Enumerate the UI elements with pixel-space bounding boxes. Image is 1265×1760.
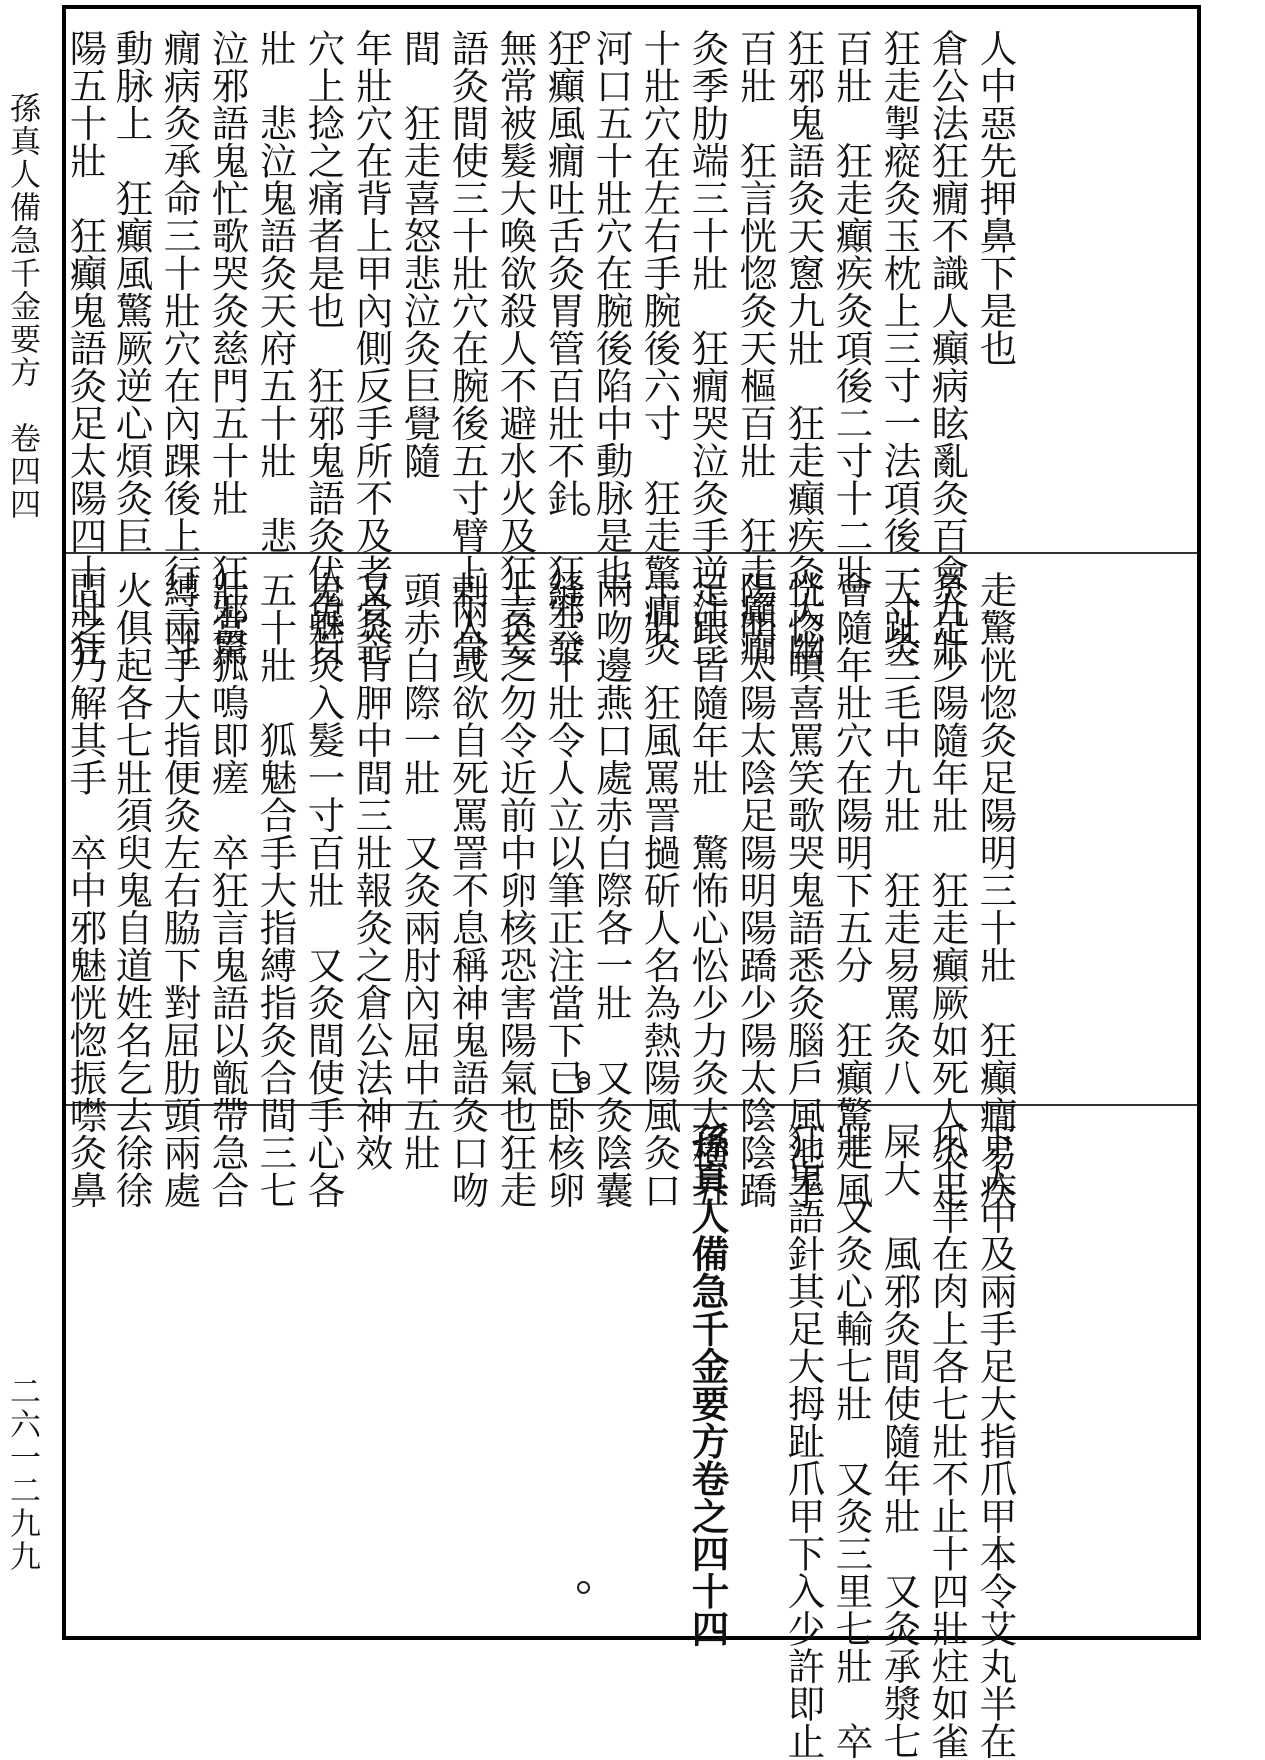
text-column: 縛兩手大指便灸左右脇下對屈肋頭兩處 [157,571,202,1209]
text-column: 狂邪鬼語灸天窻九壯 狂走癲疾灸大幽 [781,29,826,667]
text-column: 爪上半在肉上各七壯不止十四壯炷如雀 [925,1122,970,1760]
text-column: 又灸背胛中間三壯報灸之倉公法神效 [349,571,394,1171]
text-column: 兩吻邊燕口處赤白際各一壯 又灸陰囊 [589,571,634,1209]
circle-mark [577,31,590,44]
text-column: 壯當狐鳴即瘥 卒狂言鬼語以甑帶急合 [205,571,250,1209]
text-column: 人中惡先押鼻下是也 [973,29,1018,367]
text-column: 剌人或欲自死罵詈不息稱神鬼語灸口吻 [445,571,490,1209]
text-column: 足跟皆隨年壯 驚怖心忪少力灸大橫五 [685,571,730,1209]
text-column: 百壯 狂走癲疾灸項後二寸十二壯 [829,29,874,592]
text-column: 走驚恍惚灸足陽明三十壯 狂癲癇易疾 [973,571,1018,1209]
text-column: 穴上捻之痛者是也 狂邪鬼語灸伏兔百 [301,29,346,667]
text-column: 灸季肋端三十壯 狂癇哭泣灸手逆注三 [685,29,730,667]
margin-book-title: 孫真人備急千金要方 卷四四 [4,92,40,521]
text-column: 狂癲風癇吐舌灸胃管百壯不針 狂邪發 [541,29,586,667]
text-column: 癇病灸承命三十壯穴在內踝後上行三寸 [157,29,202,667]
text-column: 河口五十壯穴在腕後陷中動脉是也 [589,29,634,592]
text-column: 狂走掣瘲灸玉枕上三寸一法項後一寸灸 [877,29,922,667]
text-column: 問之乃解其手 卒中邪魅恍惚振噤灸鼻 [63,571,108,1209]
text-column: 屎大 風邪灸間使隨年壯 又灸承漿七 [877,1122,922,1760]
margin-page-number: 二六一二九九 [4,1375,40,1573]
text-column: 縫三十壯令人立以筆正注當下已卧核卵 [541,571,586,1209]
text-column: 下人中及兩手足大指爪甲本令艾丸半在 [973,1122,1018,1760]
text-column: 十壯穴在左右手腕後六寸 狂走驚癇灸 [637,29,682,667]
text-column: 陽五十壯 狂癲鬼語灸足太陽四十壯狂 [63,29,108,667]
text-column: 上灸之勿令近前中卵核恐害陽氣也狂走 [493,571,538,1209]
text-column: 語灸間使三十壯穴在腕後五寸臂上兩骨 [445,29,490,667]
text-column: 倉公法狂癇不識人癲病眩亂灸百會九壯 [925,29,970,667]
circle-mark [577,503,590,516]
text-column: 狂鬼語針其足大拇趾爪甲下入少許即止 [781,1122,826,1760]
text-column: 會隨年壯穴在陽明下五分 狂癲驚走風 [829,571,874,1209]
text-column: 壯 又灸心輸七壯 又灸三里七壯 卒 [829,1122,874,1760]
text-column: 頭赤白際一壯 又灸兩肘內屈中五壯 [397,571,442,1171]
text-column: 火俱起各七壯須臾鬼自道姓名乞去徐徐 [109,571,154,1209]
page-frame [62,5,1201,1760]
chapter-end-title: 孫真人備急千金要方卷之四十四 [685,1122,730,1647]
text-column: 年壯穴在背上甲內側反手所不及者骨芒 [349,29,394,667]
text-column: 百壯 狂言恍惚灸天樞百壯 狂走癲癇 [733,29,778,667]
text-column: 無常被髮大喚欲殺人不避水火及狂言妄 [493,29,538,667]
text-column: 陽明太陽太陰足陽明陽蹻少陽太陰陰蹻 [733,571,778,1209]
text-column: 泣邪語鬼忙歌哭灸慈門五十壯 狂邪驚 [205,29,250,667]
text-column: 壯 悲泣鬼語灸天府五十壯 悲 [253,29,298,554]
circle-mark [577,1077,590,1090]
text-column: 恍惚嗔喜罵笑歌哭鬼語悉灸腦戶風池手 [781,571,826,1209]
text-column: 鬼魅灸入髮一寸百壯 又灸間使手心各 [301,571,346,1209]
text-column: 十壯 狂風罵詈撾斫人名為熱陽風灸口 [637,571,682,1209]
text-column: 大趾三毛中九壯 狂走易罵灸八 [877,571,922,1096]
circle-mark [577,1581,590,1594]
text-column: 灸足少陽隨年壯 狂走癲厥如死人灸足 [925,571,970,1209]
text-column: 間 狂走喜怒悲泣灸巨覺隨 [397,29,442,479]
text-column: 動脉上 狂癲風驚厥逆心煩灸巨 [109,29,154,554]
text-column: 五十壯 狐魅合手大指縛指灸合間三七 [253,571,298,1209]
